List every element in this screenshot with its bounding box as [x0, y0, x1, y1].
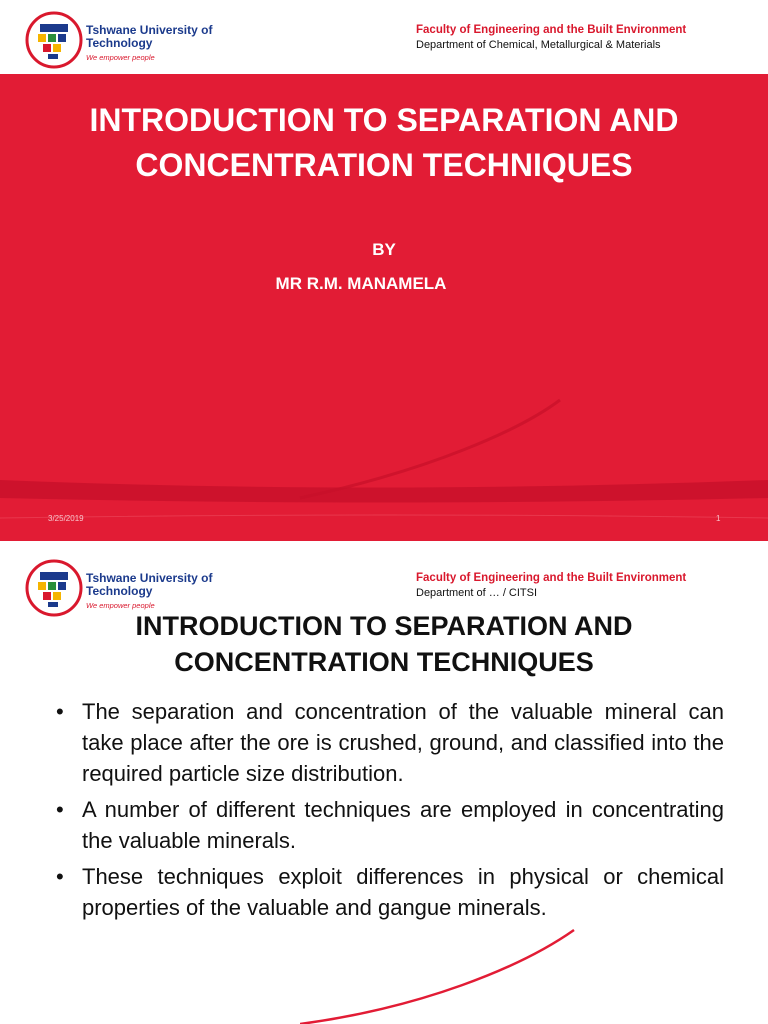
bullet-icon: •	[56, 864, 64, 889]
department-name: Department of … / CITSI	[416, 587, 538, 599]
tut-logo-icon	[24, 10, 84, 70]
university-name: Tshwane University of Technology	[86, 571, 213, 598]
bullet-item	[54, 861, 724, 923]
university-tagline: We empower people	[86, 601, 155, 610]
bullet-item	[54, 696, 724, 789]
slide-title: INTRODUCTION TO SEPARATION AND CONCENTRATION TECHNIQUES	[135, 611, 633, 677]
slide-title: INTRODUCTION TO SEPARATION AND CONCENTRATION TECHNIQUES	[89, 102, 679, 183]
slide-page-number: 1	[716, 514, 721, 523]
bullet-text: A number of different techniques are employed in concentrating the valuable minerals.	[82, 797, 724, 853]
swoosh-decoration-icon	[300, 928, 600, 1024]
swoosh-decoration-icon	[0, 380, 768, 541]
department-name: Department of Chemical, Metallurgical & Materials	[416, 39, 661, 51]
byline-label: BY	[372, 240, 396, 259]
bullet-icon: •	[56, 699, 64, 724]
slide-separator	[0, 541, 768, 548]
slide-date: 3/25/2019	[48, 514, 84, 523]
bullet-text: These techniques exploit differences in physical or chemical properties of the valuable and gangue minerals.	[82, 864, 724, 920]
bullet-text: The separation and concentration of the valuable mineral can take place after the ore is crushed, ground, and classified into the required particle size distribution.	[82, 699, 724, 786]
bullet-icon: •	[56, 797, 64, 822]
faculty-title: Faculty of Engineering and the Built Environment	[416, 572, 687, 584]
slide-2	[0, 548, 768, 1024]
university-tagline: We empower people	[86, 53, 155, 62]
university-name: Tshwane University of Technology	[86, 23, 213, 50]
slide-header	[0, 0, 768, 74]
bullet-list	[54, 696, 724, 928]
faculty-title: Faculty of Engineering and the Built Environment	[416, 24, 687, 36]
bullet-item	[54, 794, 724, 856]
author-name: MR R.M. MANAMELA	[275, 274, 447, 293]
